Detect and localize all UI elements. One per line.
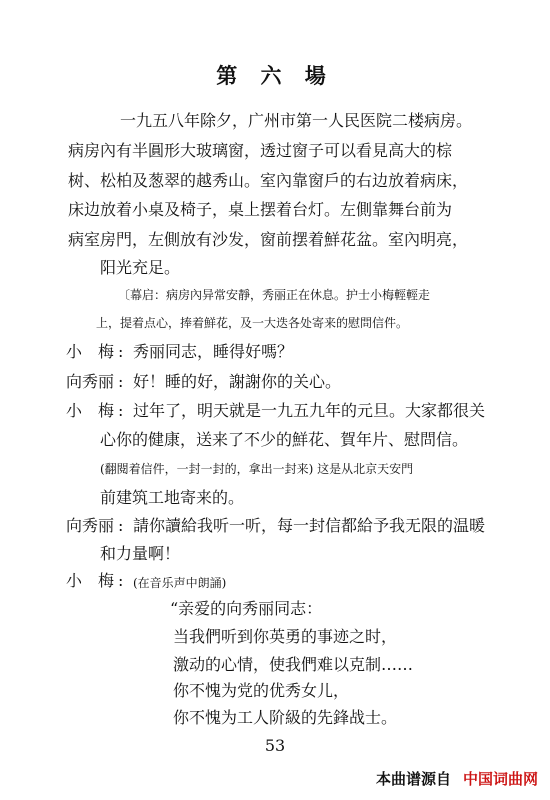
letter-line: 激动的心情，使我們难以克制……: [173, 655, 414, 674]
intro-line: 树、松柏及葱翠的越秀山。室內靠窗戶的右边放着病床，: [68, 171, 469, 190]
dialogue-line: 心你的健康，送来了不少的鮮花、賀年片、慰問信。: [100, 430, 469, 449]
speaker-colon: :: [118, 571, 124, 590]
watermark-site-name: 中国词曲网: [462, 770, 538, 788]
stage-direction-line: 上，提着点心，捧着鮮花，及一大迭各处寄来的慰問信件。: [96, 316, 409, 330]
intro-line: 一九五八年除夕，广州市第一人民医院二楼病房。: [120, 111, 473, 130]
dialogue-line: 和力量啊！: [100, 544, 181, 563]
dialogue-line: 請你讀給我听一听，每一封信都給予我无限的温暖: [133, 516, 486, 535]
letter-line: 当我們听到你英勇的事迹之时，: [173, 627, 398, 646]
speaker-name: 小 梅: [66, 571, 115, 590]
letter-line: 你不愧为党的优秀女儿，: [173, 681, 350, 700]
intro-line: 阳光充足。: [100, 258, 181, 277]
dialogue-line: 秀丽同志，睡得好嗎？: [133, 342, 294, 361]
page-number: 53: [264, 736, 286, 755]
speaker-name: 向秀丽: [66, 516, 115, 535]
dialogue-line: (翻閱着信件，一封一封的，拿出一封来) 这是从北京天安門: [100, 462, 414, 476]
stage-direction-line: 〔幕启：病房內异常安靜，秀丽正在休息。护士小梅輕輕走: [118, 288, 431, 302]
intro-line: 病房內有半圓形大玻璃窗，透过窗子可以看見高大的棕: [68, 141, 453, 160]
speaker-colon: :: [118, 372, 124, 391]
scene-title: 第 六 場: [216, 63, 334, 88]
dialogue-line: (在音乐声中朗誦): [133, 576, 227, 590]
watermark-source-text: 本曲谱源自: [375, 770, 451, 788]
source-watermark: [376, 768, 538, 789]
speaker-name: 小 梅: [66, 342, 115, 361]
dialogue-line: 过年了，明天就是一九五九年的元旦。大家都很关: [133, 401, 486, 420]
dialogue-line: 前建筑工地寄来的。: [100, 488, 245, 507]
speaker-name: 小 梅: [66, 401, 115, 420]
speaker-name: 向秀丽: [66, 372, 115, 391]
speaker-colon: :: [118, 342, 124, 361]
speaker-colon: :: [118, 516, 124, 535]
speaker-colon: :: [118, 401, 124, 420]
letter-line: “亲爱的向秀丽同志：: [170, 599, 323, 618]
intro-line: 病室房門，左側放有沙发，窗前摆着鮮花盆。室內明亮，: [68, 230, 469, 249]
letter-line: 你不愧为工人阶級的先鋒战士。: [173, 708, 398, 727]
intro-line: 床边放着小桌及椅子，桌上摆着台灯。左側靠舞台前为: [68, 200, 453, 219]
dialogue-line: 好！睡的好，謝謝你的关心。: [133, 372, 342, 391]
